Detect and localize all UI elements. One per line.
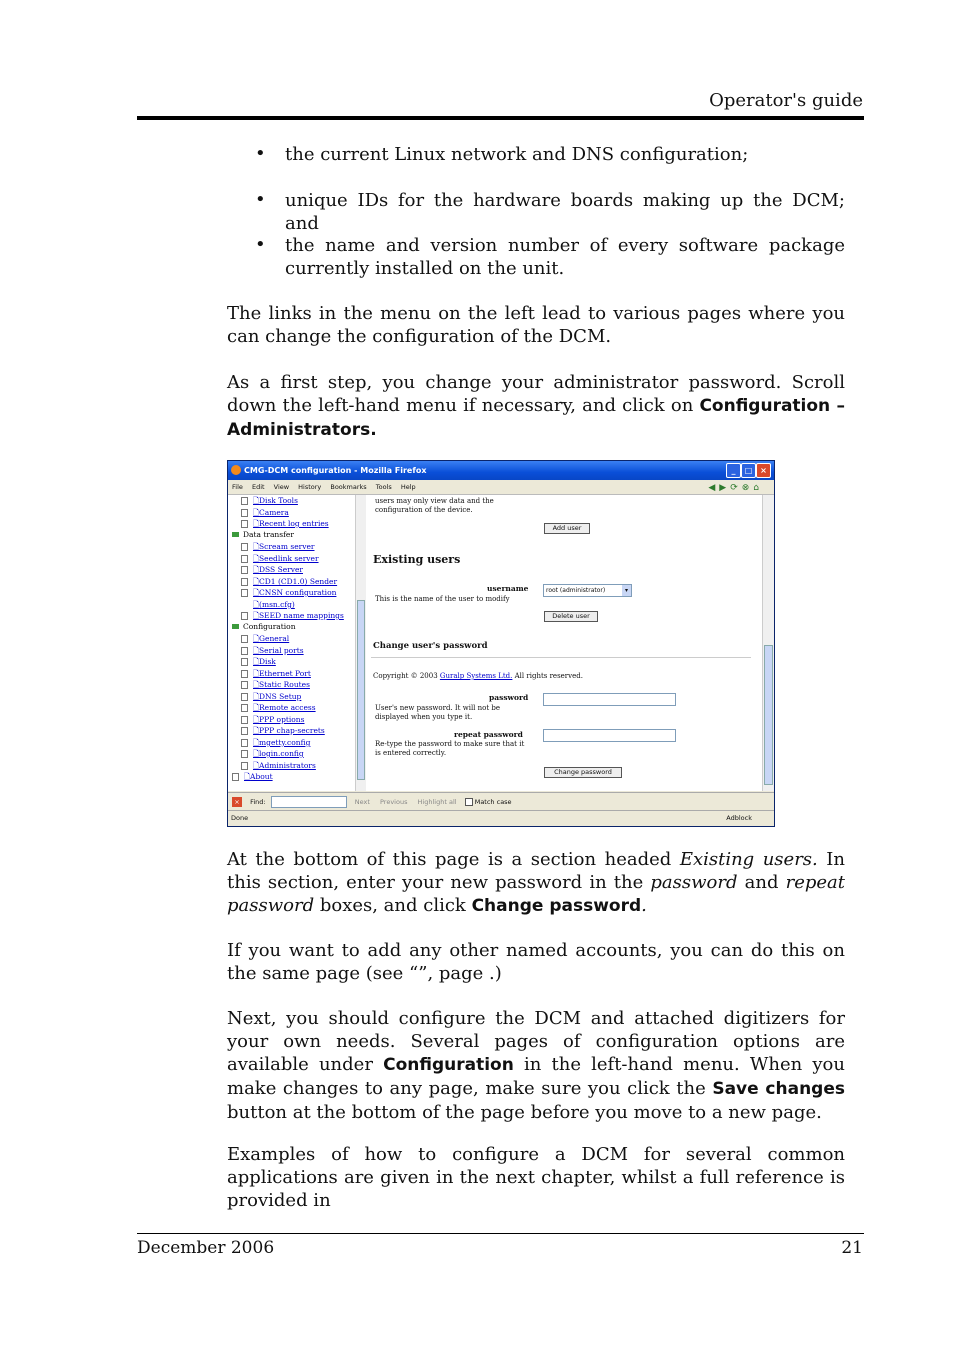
repeat-password-label: repeat password xyxy=(454,730,523,739)
sidebar-item-ethernet-port[interactable]: 🗋 Ethernet Port xyxy=(253,668,311,681)
copyright-text xyxy=(373,672,583,680)
window-title: CMG-DCM configuration - Mozilla Firefox xyxy=(244,466,427,475)
sidebar-item-cnsn-file[interactable]: 🗋 (msn.cfg) xyxy=(253,599,295,612)
configuration-ref: Configuration xyxy=(383,1055,514,1075)
menu-edit[interactable]: Edit xyxy=(251,483,265,491)
repeat-password-ref: repeat password xyxy=(227,872,845,916)
sidebar-item-administrators[interactable]: 🗋 Administrators xyxy=(253,760,316,773)
change-password-button[interactable]: Change password xyxy=(544,767,622,778)
sidebar-item-cnsn-config[interactable]: 🗋 CNSN configuration xyxy=(253,587,336,600)
username-select[interactable] xyxy=(543,584,632,597)
adblock-label[interactable]: Adblock xyxy=(726,814,752,822)
paragraph-examples: Examples of how to configure a DCM for several common applications are given in the next chapter, whilst a full reference is provided in xyxy=(227,1144,845,1211)
navigation-icons[interactable]: ◀▶⟳⊗⌂ xyxy=(708,483,763,493)
guralp-link[interactable]: Guralp Systems Ltd. xyxy=(439,672,513,680)
text: in the left-hand menu. When you make changes to any page, make sure you click the xyxy=(227,1054,845,1099)
config-admin-ref: Configuration – Administrators. xyxy=(227,396,845,440)
sidebar-item-seedlink[interactable]: 🗋 Seedlink server xyxy=(253,553,319,566)
bullet-marker: • xyxy=(255,234,266,255)
password-help: User's new password. It will not be xyxy=(375,704,501,712)
save-changes-ref: Save changes xyxy=(712,1079,845,1099)
browser-screenshot xyxy=(227,460,775,827)
text: . xyxy=(641,895,647,916)
find-bar xyxy=(228,792,774,811)
repeat-password-help: is entered correctly. xyxy=(375,749,447,757)
text: and xyxy=(737,872,786,893)
sidebar-group-configuration[interactable]: Configuration xyxy=(243,622,296,631)
match-case-label: Match case xyxy=(474,798,512,806)
sidebar-item-scream-server[interactable]: 🗋 Scream server xyxy=(253,541,315,554)
sidebar-item-serial-ports[interactable]: 🗋 Serial ports xyxy=(253,645,304,658)
username-value: root (administrator) xyxy=(546,587,606,594)
sidebar-menu xyxy=(228,495,356,791)
find-input[interactable] xyxy=(271,796,347,808)
repeat-password-input[interactable] xyxy=(543,729,676,742)
repeat-password-help: Re-type the password to make sure that it xyxy=(375,740,525,748)
sidebar-item-disk[interactable]: 🗋 Disk xyxy=(253,656,276,669)
paragraph-first-step xyxy=(227,371,845,442)
info-text: configuration of the device. xyxy=(375,506,473,514)
sidebar-item-camera[interactable]: 🗋 Camera xyxy=(253,507,289,520)
content-pane xyxy=(366,495,762,791)
bullet-text-2: unique IDs for the hardware boards making up the DCM; and xyxy=(285,190,845,234)
text: boxes, and click xyxy=(314,895,472,916)
username-help: This is the name of the user to modify xyxy=(375,595,510,603)
password-help: displayed when you type it. xyxy=(375,713,473,721)
text: At the bottom of this page is a section headed xyxy=(227,849,680,870)
username-label: username xyxy=(487,584,529,593)
text: In this section, enter your new password in the xyxy=(227,849,845,893)
highlight-all-button[interactable]: Highlight all xyxy=(417,798,457,806)
close-icon[interactable]: × xyxy=(756,463,771,478)
menu-view[interactable]: View xyxy=(273,483,290,491)
find-next-button[interactable]: Next xyxy=(354,798,370,806)
bullet-text-1: the current Linux network and DNS configuration; xyxy=(285,144,749,165)
menu-tools[interactable]: Tools xyxy=(375,483,392,491)
bullet-marker: • xyxy=(255,143,266,164)
delete-user-button[interactable]: Delete user xyxy=(544,611,598,622)
sidebar-group-data-transfer[interactable]: Data transfer xyxy=(243,530,294,539)
firefox-icon xyxy=(231,465,241,475)
folder-icon xyxy=(232,624,239,629)
copyright-prefix: Copyright © 2003 xyxy=(373,672,440,680)
password-ref: password xyxy=(650,872,738,893)
menu-history[interactable]: History xyxy=(298,483,322,491)
menu-bar xyxy=(228,480,774,495)
paragraph-text: As a first step, you change your administrator password. Scroll down the left-hand menu if necessary, and click on xyxy=(227,372,845,416)
bullet-text-3: the name and version number of every software package currently installed on the unit. xyxy=(285,235,845,279)
sidebar-item-ppp-options[interactable]: 🗋 PPP options xyxy=(253,714,304,727)
password-input[interactable] xyxy=(543,693,676,706)
status-text: Done xyxy=(231,814,249,822)
text: button at the bottom of the page before you move to a new page. xyxy=(227,1102,822,1123)
divider xyxy=(371,657,751,658)
paragraph-links: The links in the menu on the left lead to various pages where you can change the configuration of the DCM. xyxy=(227,303,845,347)
add-user-button[interactable]: Add user xyxy=(544,523,590,534)
sidebar-item-dns-setup[interactable]: 🗋 DNS Setup xyxy=(253,691,301,704)
change-password-ref: Change password xyxy=(471,896,642,916)
sidebar-item-ppp-chap[interactable]: 🗋 PPP chap-secrets xyxy=(253,725,325,738)
password-label: password xyxy=(489,693,529,702)
menu-help[interactable]: Help xyxy=(400,483,416,491)
sidebar-item-login-config[interactable]: 🗋 login.config xyxy=(253,748,304,761)
window-titlebar xyxy=(228,461,774,480)
paragraph-named-accounts: If you want to add any other named accounts, you can do this on the same page (see “”, page .) xyxy=(227,940,845,984)
folder-icon xyxy=(232,532,239,537)
sidebar-item-about[interactable]: 🗋 About xyxy=(244,771,273,784)
close-find-icon[interactable]: × xyxy=(232,797,242,807)
find-label: Find: xyxy=(250,798,266,806)
sidebar-item-remote-access[interactable]: 🗋 Remote access xyxy=(253,702,316,715)
copyright-suffix: All rights reserved. xyxy=(512,672,583,680)
sidebar-item-static-routes[interactable]: 🗋 Static Routes xyxy=(253,679,310,692)
sidebar-item-general[interactable]: 🗋 General xyxy=(253,633,289,646)
sidebar-item-disk-tools[interactable]: 🗋 Disk Tools xyxy=(253,495,298,508)
minimize-icon[interactable]: _ xyxy=(726,463,741,478)
page-number: 21 xyxy=(841,1238,863,1258)
paragraph-configure xyxy=(227,1007,845,1124)
menu-file[interactable]: File xyxy=(232,483,243,491)
paragraph-existing-users xyxy=(227,848,845,918)
sidebar-item-mgetty[interactable]: 🗋 mgetty.config xyxy=(253,737,310,750)
info-text: users may only view data and the xyxy=(375,497,494,505)
sidebar-item-seed-mappings[interactable]: 🗋 SEED name mappings xyxy=(253,610,344,623)
page-header-title: Operator's guide xyxy=(709,90,863,111)
sidebar-item-cd1-sender[interactable]: 🗋 CD1 (CD1.0) Sender xyxy=(253,576,337,589)
header-rule xyxy=(137,116,864,120)
match-case-checkbox[interactable] xyxy=(465,798,473,806)
content-scrollbar[interactable] xyxy=(762,495,774,791)
bullet-marker: • xyxy=(255,189,266,210)
text: Next, you should configure the DCM and attached digitizers for your own needs. Several pages of configuration options are available under xyxy=(227,1008,845,1075)
menu-bookmarks[interactable]: Bookmarks xyxy=(330,483,367,491)
sidebar-item-dss-server[interactable]: 🗋 DSS Server xyxy=(253,564,303,577)
sidebar-item-recent-log[interactable]: 🗋 Recent log entries xyxy=(253,518,329,531)
chevron-down-icon: ▾ xyxy=(622,585,631,596)
find-previous-button[interactable]: Previous xyxy=(379,798,408,806)
footer-date: December 2006 xyxy=(137,1238,275,1258)
change-password-heading: Change user's password xyxy=(373,641,488,651)
maximize-icon[interactable]: □ xyxy=(741,463,756,478)
footer-rule xyxy=(137,1233,864,1234)
existing-users-heading: Existing users xyxy=(373,553,461,566)
existing-users-ref: Existing users. xyxy=(679,849,818,870)
sidebar-scrollbar[interactable] xyxy=(355,495,366,791)
status-bar xyxy=(228,810,774,826)
